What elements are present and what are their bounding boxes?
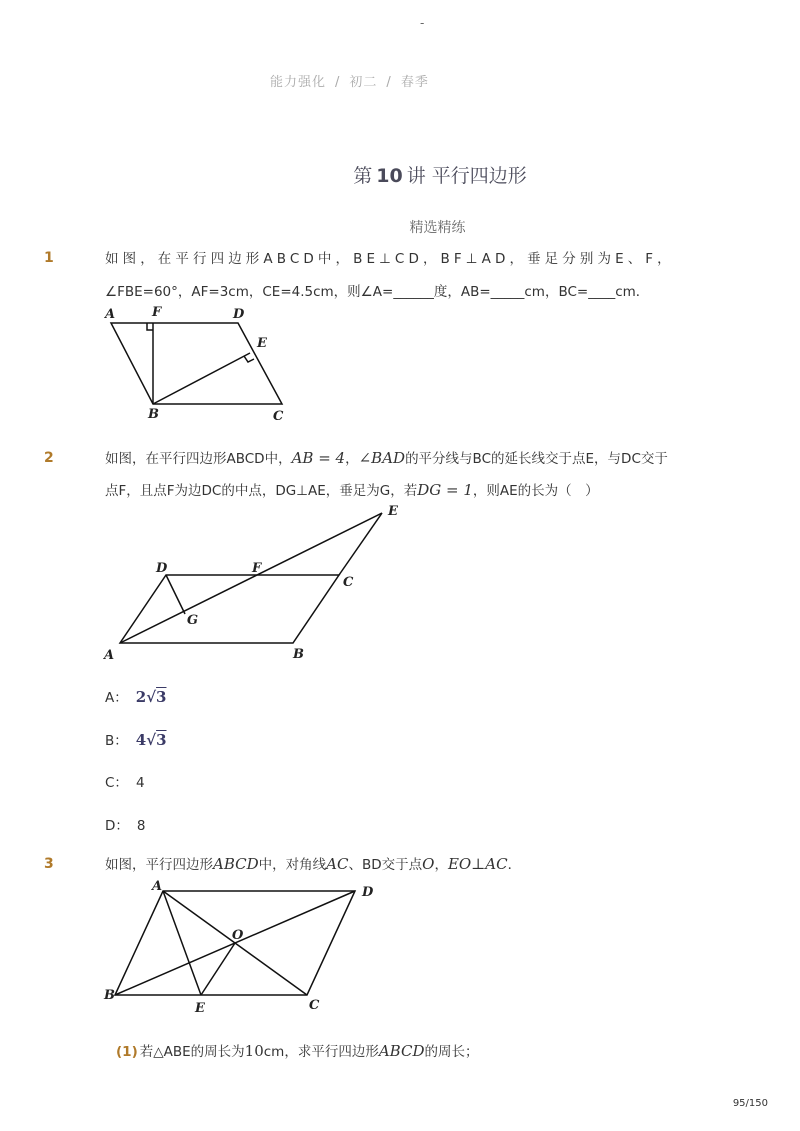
segment-be [153, 353, 250, 404]
breadcrumb-separator: / [386, 75, 392, 90]
math-expression: ∠BAD [358, 449, 406, 467]
right-angle-mark-e [244, 356, 254, 362]
label-d: D [362, 885, 374, 900]
label-e: E [257, 336, 267, 351]
label-f: F [152, 305, 162, 320]
label-e: E [388, 504, 398, 519]
math-expression: ABCD [213, 855, 259, 873]
label-d: D [233, 307, 245, 322]
option-value: 2√3 [135, 688, 167, 706]
option-c[interactable]: C： 4 [105, 775, 145, 791]
option-a[interactable]: A： 2√3 [105, 688, 167, 706]
question-number: 2 [44, 450, 54, 466]
label-a: A [104, 648, 115, 663]
math-expression: DG = 1 [417, 481, 473, 499]
segment-dg [166, 575, 185, 614]
label-a: A [152, 879, 163, 894]
question-number: 1 [44, 250, 54, 266]
question-3-subquestion-1: (1) 若△ABE的周长为10cm，求平行四边形ABCD的周长； [116, 1042, 479, 1060]
label-c: C [309, 998, 320, 1013]
label-c: C [343, 575, 354, 590]
option-value: 4 [135, 775, 145, 791]
question-3-line-1: 如图，平行四边形ABCD中，对角线AC、BD交于点O，EO⊥AC． [105, 855, 522, 873]
option-b[interactable]: B： 4√3 [105, 731, 167, 749]
question-3-figure [95, 875, 395, 1025]
segment-ae [163, 891, 201, 995]
label-g: G [187, 613, 199, 628]
breadcrumb [270, 71, 429, 90]
title-number: 10 [376, 165, 403, 187]
page-title [0, 161, 800, 188]
label-o: O [232, 928, 244, 943]
question-1-line-2: ∠FBE=60°，AF=3cm，CE=4.5cm，则∠A=______度，AB=_____cm，BC=____cm． [105, 284, 650, 300]
breadcrumb-separator: / [335, 75, 341, 90]
label-a: A [105, 307, 116, 322]
title-suffix: 讲 平行四边形 [406, 165, 527, 187]
parallelogram-abcd [120, 575, 339, 643]
math-expression: O [422, 855, 435, 873]
title-prefix: 第 [353, 165, 373, 187]
math-expression: 10 [244, 1042, 264, 1060]
math-expression: EO⊥AC [447, 855, 508, 873]
option-d[interactable]: D： 8 [105, 818, 146, 834]
math-expression: ABCD [378, 1042, 425, 1060]
segment-ce [339, 513, 382, 575]
question-number: 3 [44, 856, 54, 872]
breadcrumb-item: 能力强化 [270, 75, 327, 90]
top-mark: - [420, 16, 425, 30]
question-1-line-1: 如图，在平行四边形ABCD中，BE⊥CD，BF⊥AD，垂足分别为E、F， [105, 251, 675, 267]
question-2-line-1: 如图，在平行四边形ABCD中，AB = 4，∠BAD的平分线与BC的延长线交于点E，与DC交于 [105, 449, 668, 467]
page-number: 95/150 [732, 1098, 768, 1109]
right-angle-mark-f [147, 323, 153, 330]
option-value: 4√3 [135, 731, 167, 749]
breadcrumb-item: 春季 [400, 75, 429, 90]
breadcrumb-item: 初二 [349, 75, 378, 90]
question-2-line-2: 点F，且点F为边DC的中点，DG⊥AE，垂足为G，若DG = 1，则AE的长为（ ） [105, 481, 599, 499]
math-expression: AC [326, 855, 349, 873]
label-f: F [252, 561, 262, 576]
question-2-figure [95, 500, 415, 670]
section-heading: 精选精练 [409, 220, 466, 236]
label-b: B [104, 988, 115, 1003]
label-b: B [148, 407, 159, 422]
label-e: E [195, 1001, 205, 1016]
option-value: 8 [136, 818, 146, 834]
label-d: D [156, 561, 168, 576]
question-1-figure [95, 300, 305, 430]
label-b: B [293, 647, 304, 662]
math-expression: AB = 4 [291, 449, 346, 467]
subquestion-label: (1) [116, 1044, 138, 1060]
label-c: C [273, 409, 284, 424]
